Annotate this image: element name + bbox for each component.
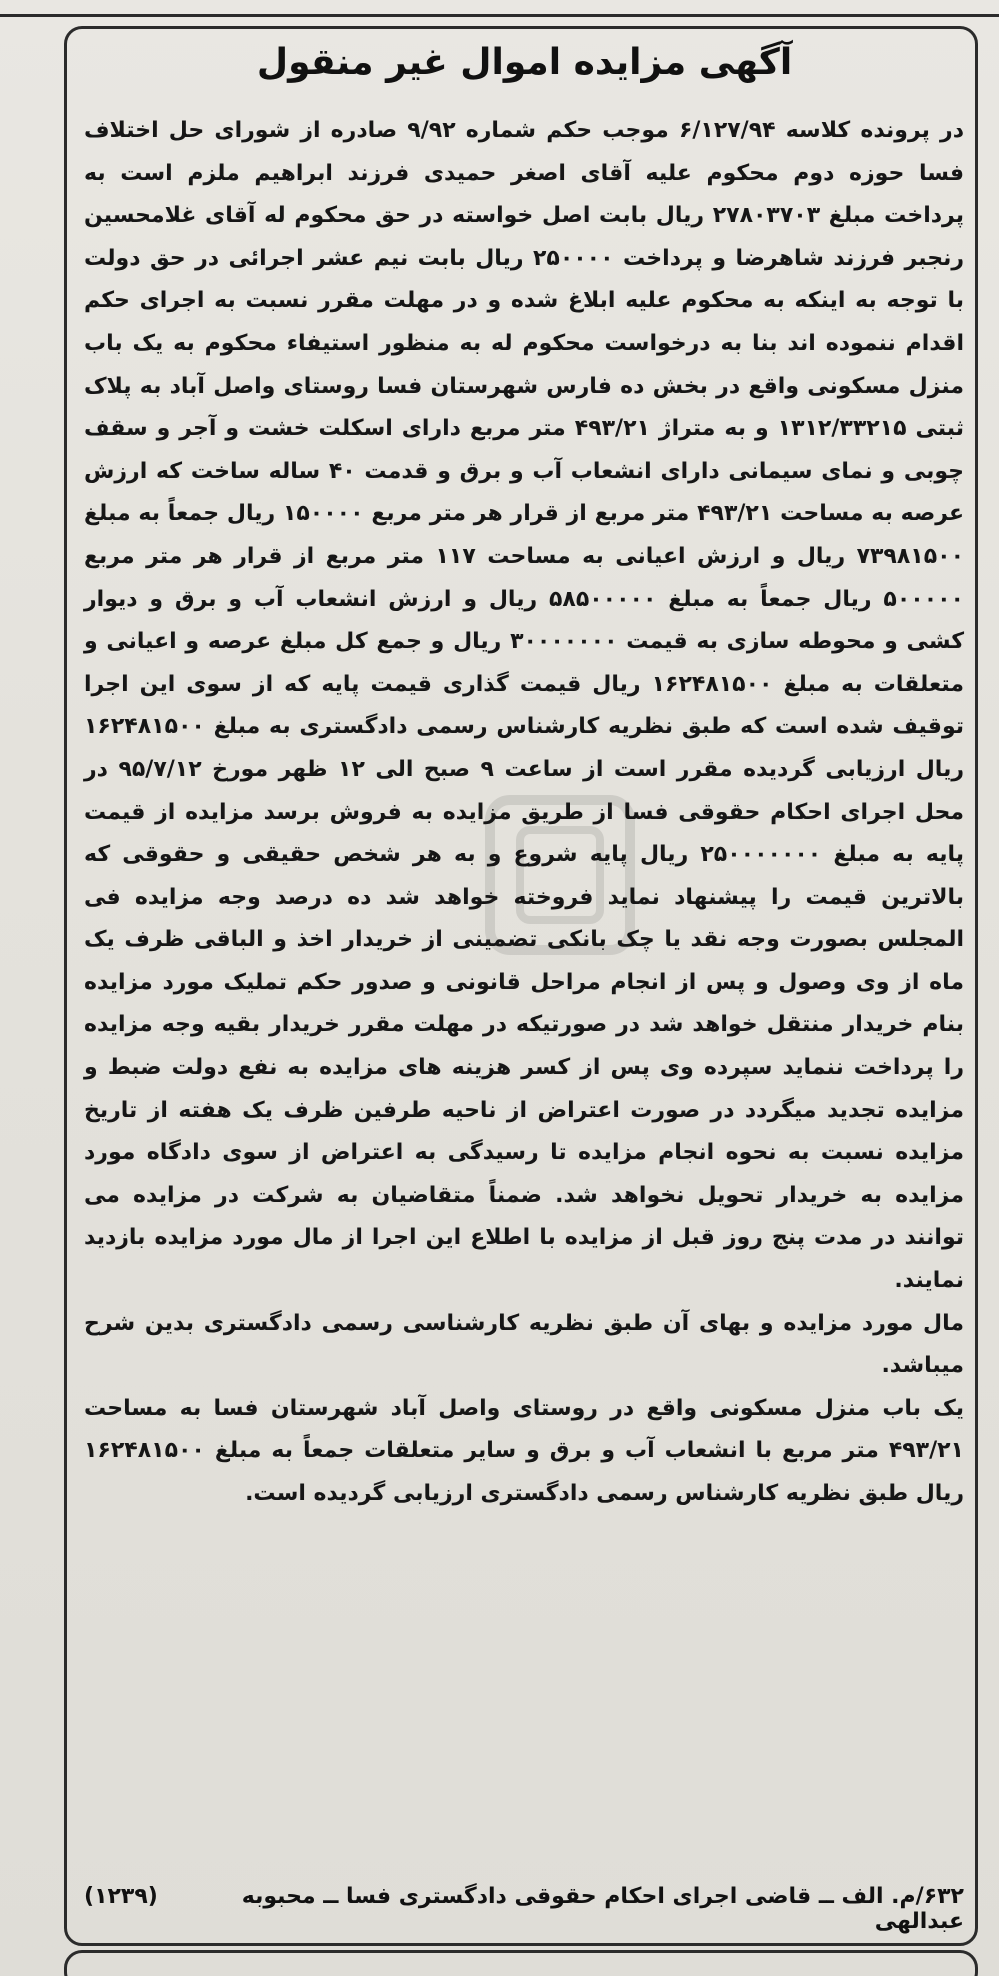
notice-paragraph-intro: مال مورد مزایده و بهای آن طبق نظریه کارشناسی رسمی دادگستری بدین شرح میباشد. — [84, 1310, 964, 1379]
notice-body — [84, 110, 964, 1516]
notice-paragraph-property: یک باب منزل مسکونی واقع در روستای واصل آباد شهرستان فسا به مساحت ۴۹۳/۲۱ متر مربع با انشعاب آب و برق و سایر متعلقات جمعاً به مبلغ ۱۶۲۴۸۱۵۰۰ ریال طبق نظریه کارشناس رسمی دادگستری ارزیابی گردیده است. — [84, 1395, 964, 1506]
notice-paragraph-main: در پرونده کلاسه ۶/۱۲۷/۹۴ موجب حکم شماره ۹/۹۲ صادره از شورای حل اختلاف فسا حوزه دوم محکوم علیه آقای اصغر حمیدی فرزند ابراهیم ملزم است به پرداخت مبلغ ۲۷۸۰۳۷۰۳ ریال بابت اصل خواسته در حق محکوم له آقای غلامحسین رنجبر فرزند شاهرضا و پرداخت ۲۵۰۰۰۰ ریال بابت نیم عشر اجرائی در حق دولت با توجه به اینکه به محکوم علیه ابلاغ شده و در مهلت مقرر نسبت به اجرای حکم اقدام ننموده اند بنا به درخواست محکوم له به منظور استیفاء محکوم به یک باب منزل مسکونی واقع در بخش ده فارس شهرستان فسا روستای واصل آباد به پلاک ثبتی ۱۳۱۲/۳۳۲۱۵ و به متراژ ۴۹۳/۲۱ متر مربع دارای اسکلت خشت و آجر و سقف چوبی و نمای سیمانی دارای انشعاب آب و برق و قدمت ۴۰ ساله ساخت که ارزش عرصه به مساحت ۴۹۳/۲۱ متر مربع از قرار هر متر مربع ۱۵۰۰۰۰ ریال جمعاً به مبلغ ۷۳۹۸۱۵۰۰ ریال و ارزش اعیانی به مساحت ۱۱۷ متر مربع از قرار هر متر مربع ۵۰۰۰۰۰ ریال جمعاً به مبلغ ۵۸۵۰۰۰۰۰ ریال و ارزش انشعاب آب و برق و دیوار کشی و محوطه سازی به قیمت ۳۰۰۰۰۰۰۰ ریال و جمع کل مبلغ عرصه و اعیانی و متعلقات به مبلغ ۱۶۲۴۸۱۵۰۰ ریال قیمت گذاری قیمت پایه که از سوی این اجرا توقیف شده است که طبق نظریه کارشناس رسمی دادگستری به مبلغ ۱۶۲۴۸۱۵۰۰ ریال ارزیابی گردیده مقرر است از ساعت ۹ صبح الی ۱۲ ظهر مورخ ۹۵/۷/۱۲ در محل اجرای احکام حقوقی فسا از طریق مزایده به فروش برسد مزایده از قیمت پایه به مبلغ ۲۵۰۰۰۰۰۰۰ ریال پایه شروع و به هر شخص حقیقی و حقوقی که بالاترین قیمت را پیشنهاد نماید فروخته خواهد شد ده درصد وجه مزایده فی المجلس بصورت وجه نقد یا چک بانکی تضمینی از خریدار اخذ و الباقی ظرف یک ماه از وی وصول و پس از انجام مراحل قانونی و صدور حکم تملیک مورد مزایده بنام خریدار منتقل خواهد شد در صورتیکه در مهلت مقرر خریدار بقیه وجه مزایده را پرداخت ننماید سپرده وی پس از کسر هزینه های مزایده به نفع دولت ضبط و مزایده تجدید میگردد در صورت اعتراض از ناحیه طرفین ظرف یک هفته از تاریخ مزایده نسبت به نحوه انجام مزایده تا رسیدگی به اعتراض از سوی دادگاه مورد مزایده به خریدار تحویل نخواهد شد. ضمناً متقاضیان به شرکت در مزایده می توانند در مدت پنج روز قبل از مزایده با اطلاع این اجرا از مال مورد مزایده بازدید نمایند. — [84, 118, 964, 1294]
next-notice-frame — [64, 1950, 978, 1976]
notice-signature-row — [84, 1884, 964, 1934]
top-rule — [0, 14, 999, 25]
reference-code: (۱۲۳۹) — [84, 1884, 158, 1909]
notice-title: آگهی مزایده اموال غیر منقول — [256, 42, 793, 83]
signature-text: ۶۳۲/م. الف ــ قاضی اجرای احکام حقوقی دادگستری فسا ــ محبوبه عبدالهی — [241, 1884, 964, 1934]
